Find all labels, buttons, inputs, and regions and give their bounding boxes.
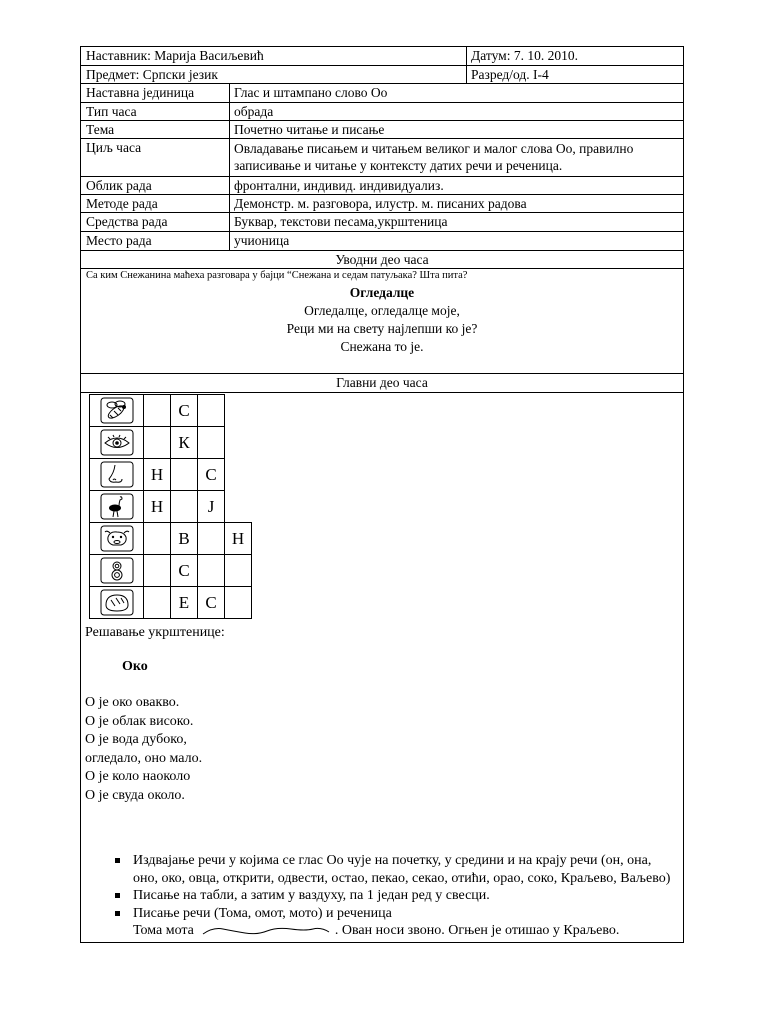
poem2-line: О је око овакво. <box>85 695 180 710</box>
bee-icon <box>100 397 134 424</box>
eye-icon <box>100 429 134 456</box>
info-label: Методе рада <box>86 196 158 211</box>
crossword-row <box>90 427 252 459</box>
info-label: Тема <box>86 122 115 137</box>
info-row <box>81 84 683 103</box>
info-label: Тип часа <box>86 104 137 119</box>
info-value: учионица <box>234 233 290 248</box>
wavy-blank-line <box>201 923 331 937</box>
crossword-cell <box>198 555 225 587</box>
crossword-cell <box>144 587 171 619</box>
header-row-1 <box>81 47 683 66</box>
info-value: Демонстр. м. разговора, илустр. м. писаних радова <box>234 196 527 211</box>
poem2-line: О је облак високо. <box>85 713 194 729</box>
intro-content <box>81 269 683 374</box>
info-row <box>81 232 683 251</box>
crossword-cell <box>171 459 198 491</box>
crossword-cell: Ј <box>198 491 225 523</box>
ostrich-icon <box>100 493 134 520</box>
crossword-row <box>90 491 252 523</box>
info-row <box>81 103 683 121</box>
poem-line: Снежана то је. <box>340 339 424 354</box>
crossword-cell: В <box>171 523 198 555</box>
header-row-2 <box>81 66 683 84</box>
intro-heading-row <box>81 251 683 269</box>
info-value: Глас и штампано слово Оо <box>234 85 388 100</box>
crossword-cell: К <box>171 427 198 459</box>
info-row <box>81 177 683 195</box>
list-item: Издвајање речи у којима се глас Оо чује на почетку, у средини и на крају речи (он, она, оно, око, овца, открити, одвести, остао, пекао, секао, отићи, орао, соко, Краљево, Ваљево) <box>115 852 675 887</box>
intro-question: Са ким Снежанина маћеха разговара у бајци “Снежана и седам патуљака? Шта пита? <box>86 270 468 281</box>
crossword-row <box>90 555 252 587</box>
example-sentences <box>133 922 675 940</box>
intro-heading: Уводни део часа <box>335 252 429 267</box>
crossword-picture <box>90 523 144 555</box>
crossword-cell <box>198 395 225 427</box>
poem2-title: Око <box>122 659 148 674</box>
crossword-cell: Н <box>144 491 171 523</box>
date-cell: Датум: 7. 10. 2010. <box>471 48 578 63</box>
info-value: Буквар, текстови песама,укрштеница <box>234 214 448 229</box>
crossword-cell <box>171 491 198 523</box>
info-value <box>229 140 633 176</box>
crossword-puzzle <box>89 394 252 619</box>
info-row <box>81 195 683 213</box>
info-value: обрада <box>234 104 274 119</box>
crossword-cell: С <box>171 555 198 587</box>
poem2-text <box>85 694 202 805</box>
crossword-picture <box>90 491 144 523</box>
crossword-picture <box>90 587 144 619</box>
nose-icon <box>100 461 134 488</box>
subject-cell: Предмет: Српски језик <box>86 67 218 82</box>
crossword-row <box>90 587 252 619</box>
grade-cell: Разред/од. I-4 <box>471 67 549 82</box>
crossword-cell <box>144 395 171 427</box>
list-item: Писање речи (Тома, омот, мото) и реченица Тома мота . Ован носи звоно. Огњен је отишао у Краљево. <box>115 905 675 940</box>
info-row <box>81 213 683 232</box>
crossword-cell: С <box>198 587 225 619</box>
crossword-cell <box>198 427 225 459</box>
sentence-rest: . Ован носи звоно. Огњен је отишао у Краљево. <box>334 923 620 938</box>
number-eight-icon <box>100 557 134 584</box>
info-label: Средства рада <box>86 214 168 229</box>
poem2-line: огледало, оно мало. <box>85 750 203 766</box>
activity-list <box>115 852 675 940</box>
crossword-picture <box>90 459 144 491</box>
crossword-row <box>90 395 252 427</box>
goal-line-1: Овладавање писањем и читањем великог и малог слова Оо, правилно <box>234 141 634 156</box>
bread-icon <box>100 589 134 616</box>
crossword-cell <box>144 555 171 587</box>
info-label: Циљ часа <box>86 140 142 155</box>
poem2-line: О је коло наоколо <box>85 769 191 784</box>
poem-line: Реци ми на свету најлепши ко је? <box>286 321 478 336</box>
crossword-picture <box>90 427 144 459</box>
crossword-cell: Н <box>144 459 171 491</box>
lesson-plan-table <box>80 46 684 943</box>
crossword-cell: С <box>171 395 198 427</box>
poem-line: Огледалце, огледалце моје, <box>304 303 460 318</box>
crossword-cell: Е <box>171 587 198 619</box>
info-row <box>81 121 683 139</box>
main-heading-row <box>81 374 683 393</box>
crossword-cell <box>144 523 171 555</box>
info-row <box>81 139 683 177</box>
poem-title: Огледалце <box>349 285 415 300</box>
crossword-cell <box>225 555 252 587</box>
crossword-picture <box>90 555 144 587</box>
list-item: Писање на табли, а затим у ваздуху, па 1 један ред у свесци. <box>115 887 675 905</box>
info-label: Облик рада <box>86 178 152 193</box>
info-label: Место рада <box>86 233 152 248</box>
goal-line-2: записивање и читање у контексту датих речи и реченица. <box>234 158 563 173</box>
crossword-caption: Решавање укрштенице: <box>85 625 225 640</box>
poem2-line: О је вода дубоко, <box>85 732 187 747</box>
crossword-row <box>90 459 252 491</box>
crossword-picture <box>90 395 144 427</box>
info-value: Почетно читање и писање <box>234 122 385 137</box>
crossword-cell: Н <box>225 523 252 555</box>
crossword-cell: С <box>198 459 225 491</box>
ox-icon <box>100 525 134 552</box>
info-label: Наставна јединица <box>86 85 195 100</box>
crossword-row <box>90 523 252 555</box>
crossword-cell <box>198 523 225 555</box>
poem2-line: О је свуда около. <box>85 787 185 803</box>
sentence-start: Тома мота <box>133 923 194 938</box>
crossword-cell <box>144 427 171 459</box>
main-heading: Главни део часа <box>336 375 428 390</box>
teacher-cell: Наставник: Марија Васиљевић <box>86 48 264 63</box>
info-value: фронтални, индивид. индивидуализ. <box>234 178 444 193</box>
crossword-cell <box>225 587 252 619</box>
